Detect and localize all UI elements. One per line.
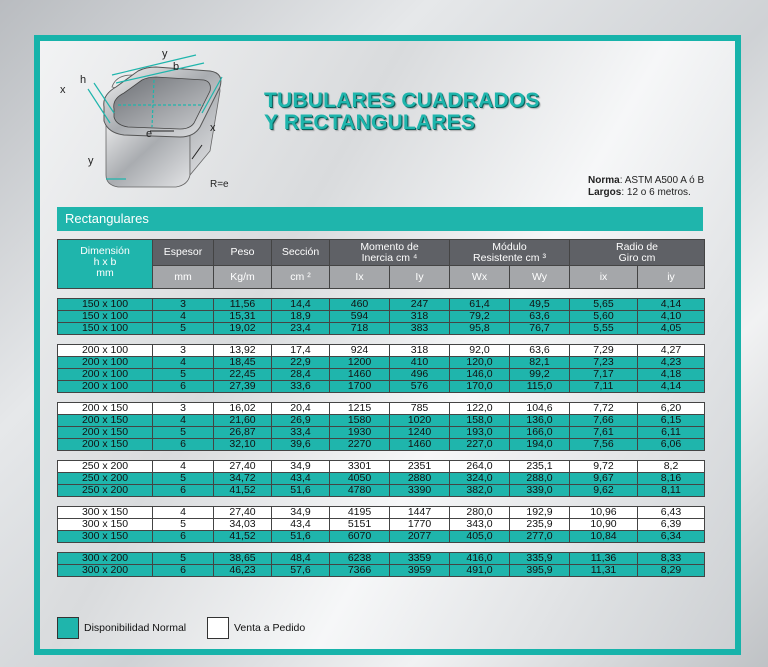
- legend-label-pedido: Venta a Pedido: [234, 622, 306, 634]
- cell-sec: 43,4: [272, 519, 330, 531]
- header-radio: Radio de Giro cm: [570, 240, 705, 266]
- legend-swatch-normal: [57, 617, 79, 639]
- cell-wx: 158,0: [450, 415, 510, 427]
- table-row: [58, 323, 705, 335]
- cell-rx: 9,67: [570, 473, 638, 485]
- cell-wx: 416,0: [450, 553, 510, 565]
- label-r: R=e: [210, 179, 229, 190]
- cell-wx: 95,8: [450, 323, 510, 335]
- table-body: [58, 289, 705, 577]
- cell-iy: 2351: [390, 461, 450, 473]
- table-row: [58, 299, 705, 311]
- title-line-1: TUBULARES CUADRADOS: [264, 89, 540, 112]
- cell-sec: 17,4: [272, 345, 330, 357]
- table-row: [58, 461, 705, 473]
- cell-dim: 200 x 150: [58, 403, 153, 415]
- cell-ry: 6,06: [638, 439, 705, 451]
- cell-wy: 104,6: [510, 403, 570, 415]
- cell-ry: 4,18: [638, 369, 705, 381]
- cell-sec: 34,9: [272, 461, 330, 473]
- cell-e: 4: [153, 507, 214, 519]
- cell-ix: 1200: [330, 357, 390, 369]
- cell-rx: 7,66: [570, 415, 638, 427]
- cell-dim: 300 x 150: [58, 507, 153, 519]
- cell-sec: 18,9: [272, 311, 330, 323]
- cell-peso: 19,02: [214, 323, 272, 335]
- cell-ix: 924: [330, 345, 390, 357]
- cell-dim: 200 x 100: [58, 357, 153, 369]
- cell-wx: 92,0: [450, 345, 510, 357]
- cell-e: 4: [153, 415, 214, 427]
- table-row: [58, 553, 705, 565]
- cell-e: 5: [153, 369, 214, 381]
- cell-iy: 318: [390, 311, 450, 323]
- cell-wy: 395,9: [510, 565, 570, 577]
- cell-dim: 250 x 200: [58, 461, 153, 473]
- cell-wx: 61,4: [450, 299, 510, 311]
- cell-sec: 33,6: [272, 381, 330, 393]
- table-row: [58, 439, 705, 451]
- cell-dim: 200 x 150: [58, 427, 153, 439]
- group-spacer: [58, 335, 705, 345]
- cell-wy: 192,9: [510, 507, 570, 519]
- cell-dim: 150 x 100: [58, 299, 153, 311]
- label-x-right: x: [210, 122, 216, 134]
- cell-sec: 48,4: [272, 553, 330, 565]
- cell-wx: 120,0: [450, 357, 510, 369]
- cell-rx: 9,62: [570, 485, 638, 497]
- cell-ix: 6238: [330, 553, 390, 565]
- cell-e: 4: [153, 461, 214, 473]
- cell-wy: 288,0: [510, 473, 570, 485]
- cell-ix: 4780: [330, 485, 390, 497]
- cell-wy: 115,0: [510, 381, 570, 393]
- cell-ry: 8,33: [638, 553, 705, 565]
- cell-ix: 4050: [330, 473, 390, 485]
- cell-rx: 7,56: [570, 439, 638, 451]
- header-espesor: Espesor: [153, 240, 214, 266]
- cell-iy: 2880: [390, 473, 450, 485]
- cell-dim: 200 x 100: [58, 345, 153, 357]
- table-row: [58, 381, 705, 393]
- table-row: [58, 565, 705, 577]
- label-h: h: [80, 74, 87, 86]
- cell-dim: 300 x 200: [58, 565, 153, 577]
- cell-iy: 1020: [390, 415, 450, 427]
- label-x-left: x: [60, 84, 66, 96]
- cell-dim: 300 x 150: [58, 519, 153, 531]
- cell-e: 5: [153, 519, 214, 531]
- cell-wx: 170,0: [450, 381, 510, 393]
- cell-wy: 166,0: [510, 427, 570, 439]
- cell-wx: 382,0: [450, 485, 510, 497]
- cell-wy: 235,9: [510, 519, 570, 531]
- cell-peso: 32,10: [214, 439, 272, 451]
- table-row: [58, 531, 705, 543]
- cell-wy: 49,5: [510, 299, 570, 311]
- cell-wy: 63,6: [510, 345, 570, 357]
- cell-peso: 22,45: [214, 369, 272, 381]
- cell-rx: 10,90: [570, 519, 638, 531]
- table-row: [58, 403, 705, 415]
- table-row: [58, 473, 705, 485]
- cell-ix: 1700: [330, 381, 390, 393]
- cell-sec: 14,4: [272, 299, 330, 311]
- unit-ry: iy: [638, 266, 705, 289]
- table-row: [58, 369, 705, 381]
- dimensions-table: [57, 239, 705, 577]
- norma-value: : ASTM A500 A ó B: [619, 175, 705, 186]
- cell-ix: 4195: [330, 507, 390, 519]
- header-momento: Momento de Inercia cm ⁴: [330, 240, 450, 266]
- unit-wy: Wy: [510, 266, 570, 289]
- unit-espesor: mm: [153, 266, 214, 289]
- cell-e: 5: [153, 323, 214, 335]
- cell-iy: 3390: [390, 485, 450, 497]
- cell-wx: 405,0: [450, 531, 510, 543]
- cell-ix: 2270: [330, 439, 390, 451]
- cell-rx: 7,17: [570, 369, 638, 381]
- cell-rx: 7,29: [570, 345, 638, 357]
- label-e: e: [146, 128, 153, 140]
- cell-wx: 264,0: [450, 461, 510, 473]
- cell-peso: 38,65: [214, 553, 272, 565]
- cell-peso: 41,52: [214, 485, 272, 497]
- cell-wx: 324,0: [450, 473, 510, 485]
- group-spacer: [58, 289, 705, 299]
- header-dimension: Dimensión h x b mm: [58, 240, 153, 289]
- cell-iy: 496: [390, 369, 450, 381]
- cell-ix: 460: [330, 299, 390, 311]
- cell-peso: 27,40: [214, 507, 272, 519]
- cell-iy: 785: [390, 403, 450, 415]
- cell-wy: 136,0: [510, 415, 570, 427]
- cell-dim: 300 x 150: [58, 531, 153, 543]
- cell-dim: 300 x 200: [58, 553, 153, 565]
- header-seccion: Sección: [272, 240, 330, 266]
- cell-rx: 11,31: [570, 565, 638, 577]
- unit-peso: Kg/m: [214, 266, 272, 289]
- table-row: [58, 345, 705, 357]
- cell-wy: 76,7: [510, 323, 570, 335]
- cell-sec: 57,6: [272, 565, 330, 577]
- cell-peso: 16,02: [214, 403, 272, 415]
- cell-sec: 34,9: [272, 507, 330, 519]
- cell-ry: 8,29: [638, 565, 705, 577]
- label-y-bottom: y: [88, 155, 94, 167]
- cell-iy: 383: [390, 323, 450, 335]
- spec-notes: [588, 175, 704, 199]
- cell-e: 3: [153, 299, 214, 311]
- cell-wx: 193,0: [450, 427, 510, 439]
- table-row: [58, 311, 705, 323]
- cell-e: 3: [153, 403, 214, 415]
- cell-iy: 3359: [390, 553, 450, 565]
- cell-rx: 9,72: [570, 461, 638, 473]
- cell-peso: 46,23: [214, 565, 272, 577]
- table-row: [58, 507, 705, 519]
- cell-ry: 8,16: [638, 473, 705, 485]
- group-spacer: [58, 393, 705, 403]
- largos-label: Largos: [588, 187, 622, 198]
- cell-e: 4: [153, 311, 214, 323]
- cell-peso: 26,87: [214, 427, 272, 439]
- cell-peso: 11,56: [214, 299, 272, 311]
- cell-rx: 5,60: [570, 311, 638, 323]
- cell-ry: 4,14: [638, 381, 705, 393]
- cell-rx: 10,96: [570, 507, 638, 519]
- cell-peso: 15,31: [214, 311, 272, 323]
- label-y: y: [162, 48, 168, 60]
- cell-ix: 1460: [330, 369, 390, 381]
- cell-iy: 576: [390, 381, 450, 393]
- page-title: [264, 90, 540, 134]
- cell-ry: 6,43: [638, 507, 705, 519]
- cell-rx: 5,65: [570, 299, 638, 311]
- cell-dim: 250 x 200: [58, 485, 153, 497]
- cell-wy: 194,0: [510, 439, 570, 451]
- cell-e: 3: [153, 345, 214, 357]
- cell-rx: 7,72: [570, 403, 638, 415]
- cell-sec: 23,4: [272, 323, 330, 335]
- cell-iy: 1770: [390, 519, 450, 531]
- cell-wy: 99,2: [510, 369, 570, 381]
- cell-ry: 4,23: [638, 357, 705, 369]
- cell-peso: 27,40: [214, 461, 272, 473]
- cell-wy: 277,0: [510, 531, 570, 543]
- cell-sec: 22,9: [272, 357, 330, 369]
- unit-iy: Iy: [390, 266, 450, 289]
- cell-ix: 1215: [330, 403, 390, 415]
- cell-dim: 200 x 100: [58, 369, 153, 381]
- cell-rx: 7,23: [570, 357, 638, 369]
- table-row: [58, 485, 705, 497]
- cell-ry: 8,2: [638, 461, 705, 473]
- cell-e: 6: [153, 485, 214, 497]
- cell-ix: 3301: [330, 461, 390, 473]
- cell-peso: 27,39: [214, 381, 272, 393]
- title-line-2: Y RECTANGULARES: [264, 111, 476, 134]
- cell-ry: 6,11: [638, 427, 705, 439]
- cell-ry: 4,14: [638, 299, 705, 311]
- cell-iy: 3959: [390, 565, 450, 577]
- legend-label-normal: Disponibilidad Normal: [84, 622, 187, 634]
- cell-sec: 51,6: [272, 485, 330, 497]
- header-modulo: Módulo Resistente cm ³: [450, 240, 570, 266]
- table-row: [58, 415, 705, 427]
- cell-wx: 280,0: [450, 507, 510, 519]
- cell-iy: 1240: [390, 427, 450, 439]
- unit-ix: Ix: [330, 266, 390, 289]
- cell-ry: 8,11: [638, 485, 705, 497]
- cell-sec: 33,4: [272, 427, 330, 439]
- cell-ix: 7366: [330, 565, 390, 577]
- label-b: b: [173, 61, 180, 73]
- cell-ry: 6,39: [638, 519, 705, 531]
- cell-iy: 2077: [390, 531, 450, 543]
- cell-rx: 7,11: [570, 381, 638, 393]
- cell-peso: 18,45: [214, 357, 272, 369]
- cell-ix: 5151: [330, 519, 390, 531]
- cell-sec: 43,4: [272, 473, 330, 485]
- table-row: [58, 357, 705, 369]
- cell-wy: 335,9: [510, 553, 570, 565]
- catalog-frame: [34, 35, 741, 655]
- cell-e: 5: [153, 553, 214, 565]
- cell-ry: 6,34: [638, 531, 705, 543]
- unit-wx: Wx: [450, 266, 510, 289]
- cell-rx: 7,61: [570, 427, 638, 439]
- table-row: [58, 427, 705, 439]
- cell-e: 5: [153, 473, 214, 485]
- cell-ix: 1580: [330, 415, 390, 427]
- cell-sec: 39,6: [272, 439, 330, 451]
- cell-peso: 13,92: [214, 345, 272, 357]
- cell-e: 6: [153, 531, 214, 543]
- cell-e: 6: [153, 565, 214, 577]
- cell-iy: 410: [390, 357, 450, 369]
- cell-wx: 343,0: [450, 519, 510, 531]
- cell-dim: 150 x 100: [58, 311, 153, 323]
- cell-sec: 28,4: [272, 369, 330, 381]
- cell-sec: 51,6: [272, 531, 330, 543]
- group-spacer: [58, 451, 705, 461]
- cell-e: 6: [153, 439, 214, 451]
- cell-wy: 235,1: [510, 461, 570, 473]
- group-spacer: [58, 543, 705, 553]
- cell-wx: 146,0: [450, 369, 510, 381]
- cell-ry: 6,15: [638, 415, 705, 427]
- cell-rx: 5,55: [570, 323, 638, 335]
- cell-iy: 247: [390, 299, 450, 311]
- cell-e: 6: [153, 381, 214, 393]
- cell-iy: 1460: [390, 439, 450, 451]
- cell-ix: 594: [330, 311, 390, 323]
- tube-diagram: [54, 47, 254, 197]
- cell-ry: 4,10: [638, 311, 705, 323]
- cell-ry: 6,20: [638, 403, 705, 415]
- cell-sec: 20,4: [272, 403, 330, 415]
- cell-ix: 6070: [330, 531, 390, 543]
- header-peso: Peso: [214, 240, 272, 266]
- cell-dim: 150 x 100: [58, 323, 153, 335]
- cell-dim: 250 x 200: [58, 473, 153, 485]
- cell-iy: 318: [390, 345, 450, 357]
- cell-wy: 63,6: [510, 311, 570, 323]
- cell-wx: 122,0: [450, 403, 510, 415]
- legend-swatch-pedido: [207, 617, 229, 639]
- cell-dim: 200 x 100: [58, 381, 153, 393]
- cell-wx: 227,0: [450, 439, 510, 451]
- unit-seccion: cm ²: [272, 266, 330, 289]
- norma-label: Norma: [588, 175, 620, 186]
- cell-rx: 11,36: [570, 553, 638, 565]
- cell-e: 4: [153, 357, 214, 369]
- table-row: [58, 519, 705, 531]
- cell-wx: 491,0: [450, 565, 510, 577]
- cell-peso: 34,03: [214, 519, 272, 531]
- cell-ry: 4,05: [638, 323, 705, 335]
- section-banner: Rectangulares: [57, 207, 703, 231]
- cell-dim: 200 x 150: [58, 439, 153, 451]
- largos-value: : 12 o 6 metros.: [621, 187, 691, 198]
- cell-ix: 1930: [330, 427, 390, 439]
- cell-rx: 10,84: [570, 531, 638, 543]
- cell-wy: 82,1: [510, 357, 570, 369]
- cell-sec: 26,9: [272, 415, 330, 427]
- cell-peso: 34,72: [214, 473, 272, 485]
- cell-peso: 21,60: [214, 415, 272, 427]
- group-spacer: [58, 497, 705, 507]
- cell-ix: 718: [330, 323, 390, 335]
- cell-iy: 1447: [390, 507, 450, 519]
- cell-wx: 79,2: [450, 311, 510, 323]
- cell-e: 5: [153, 427, 214, 439]
- unit-rx: ix: [570, 266, 638, 289]
- cell-peso: 41,52: [214, 531, 272, 543]
- cell-dim: 200 x 150: [58, 415, 153, 427]
- cell-wy: 339,0: [510, 485, 570, 497]
- cell-ry: 4,27: [638, 345, 705, 357]
